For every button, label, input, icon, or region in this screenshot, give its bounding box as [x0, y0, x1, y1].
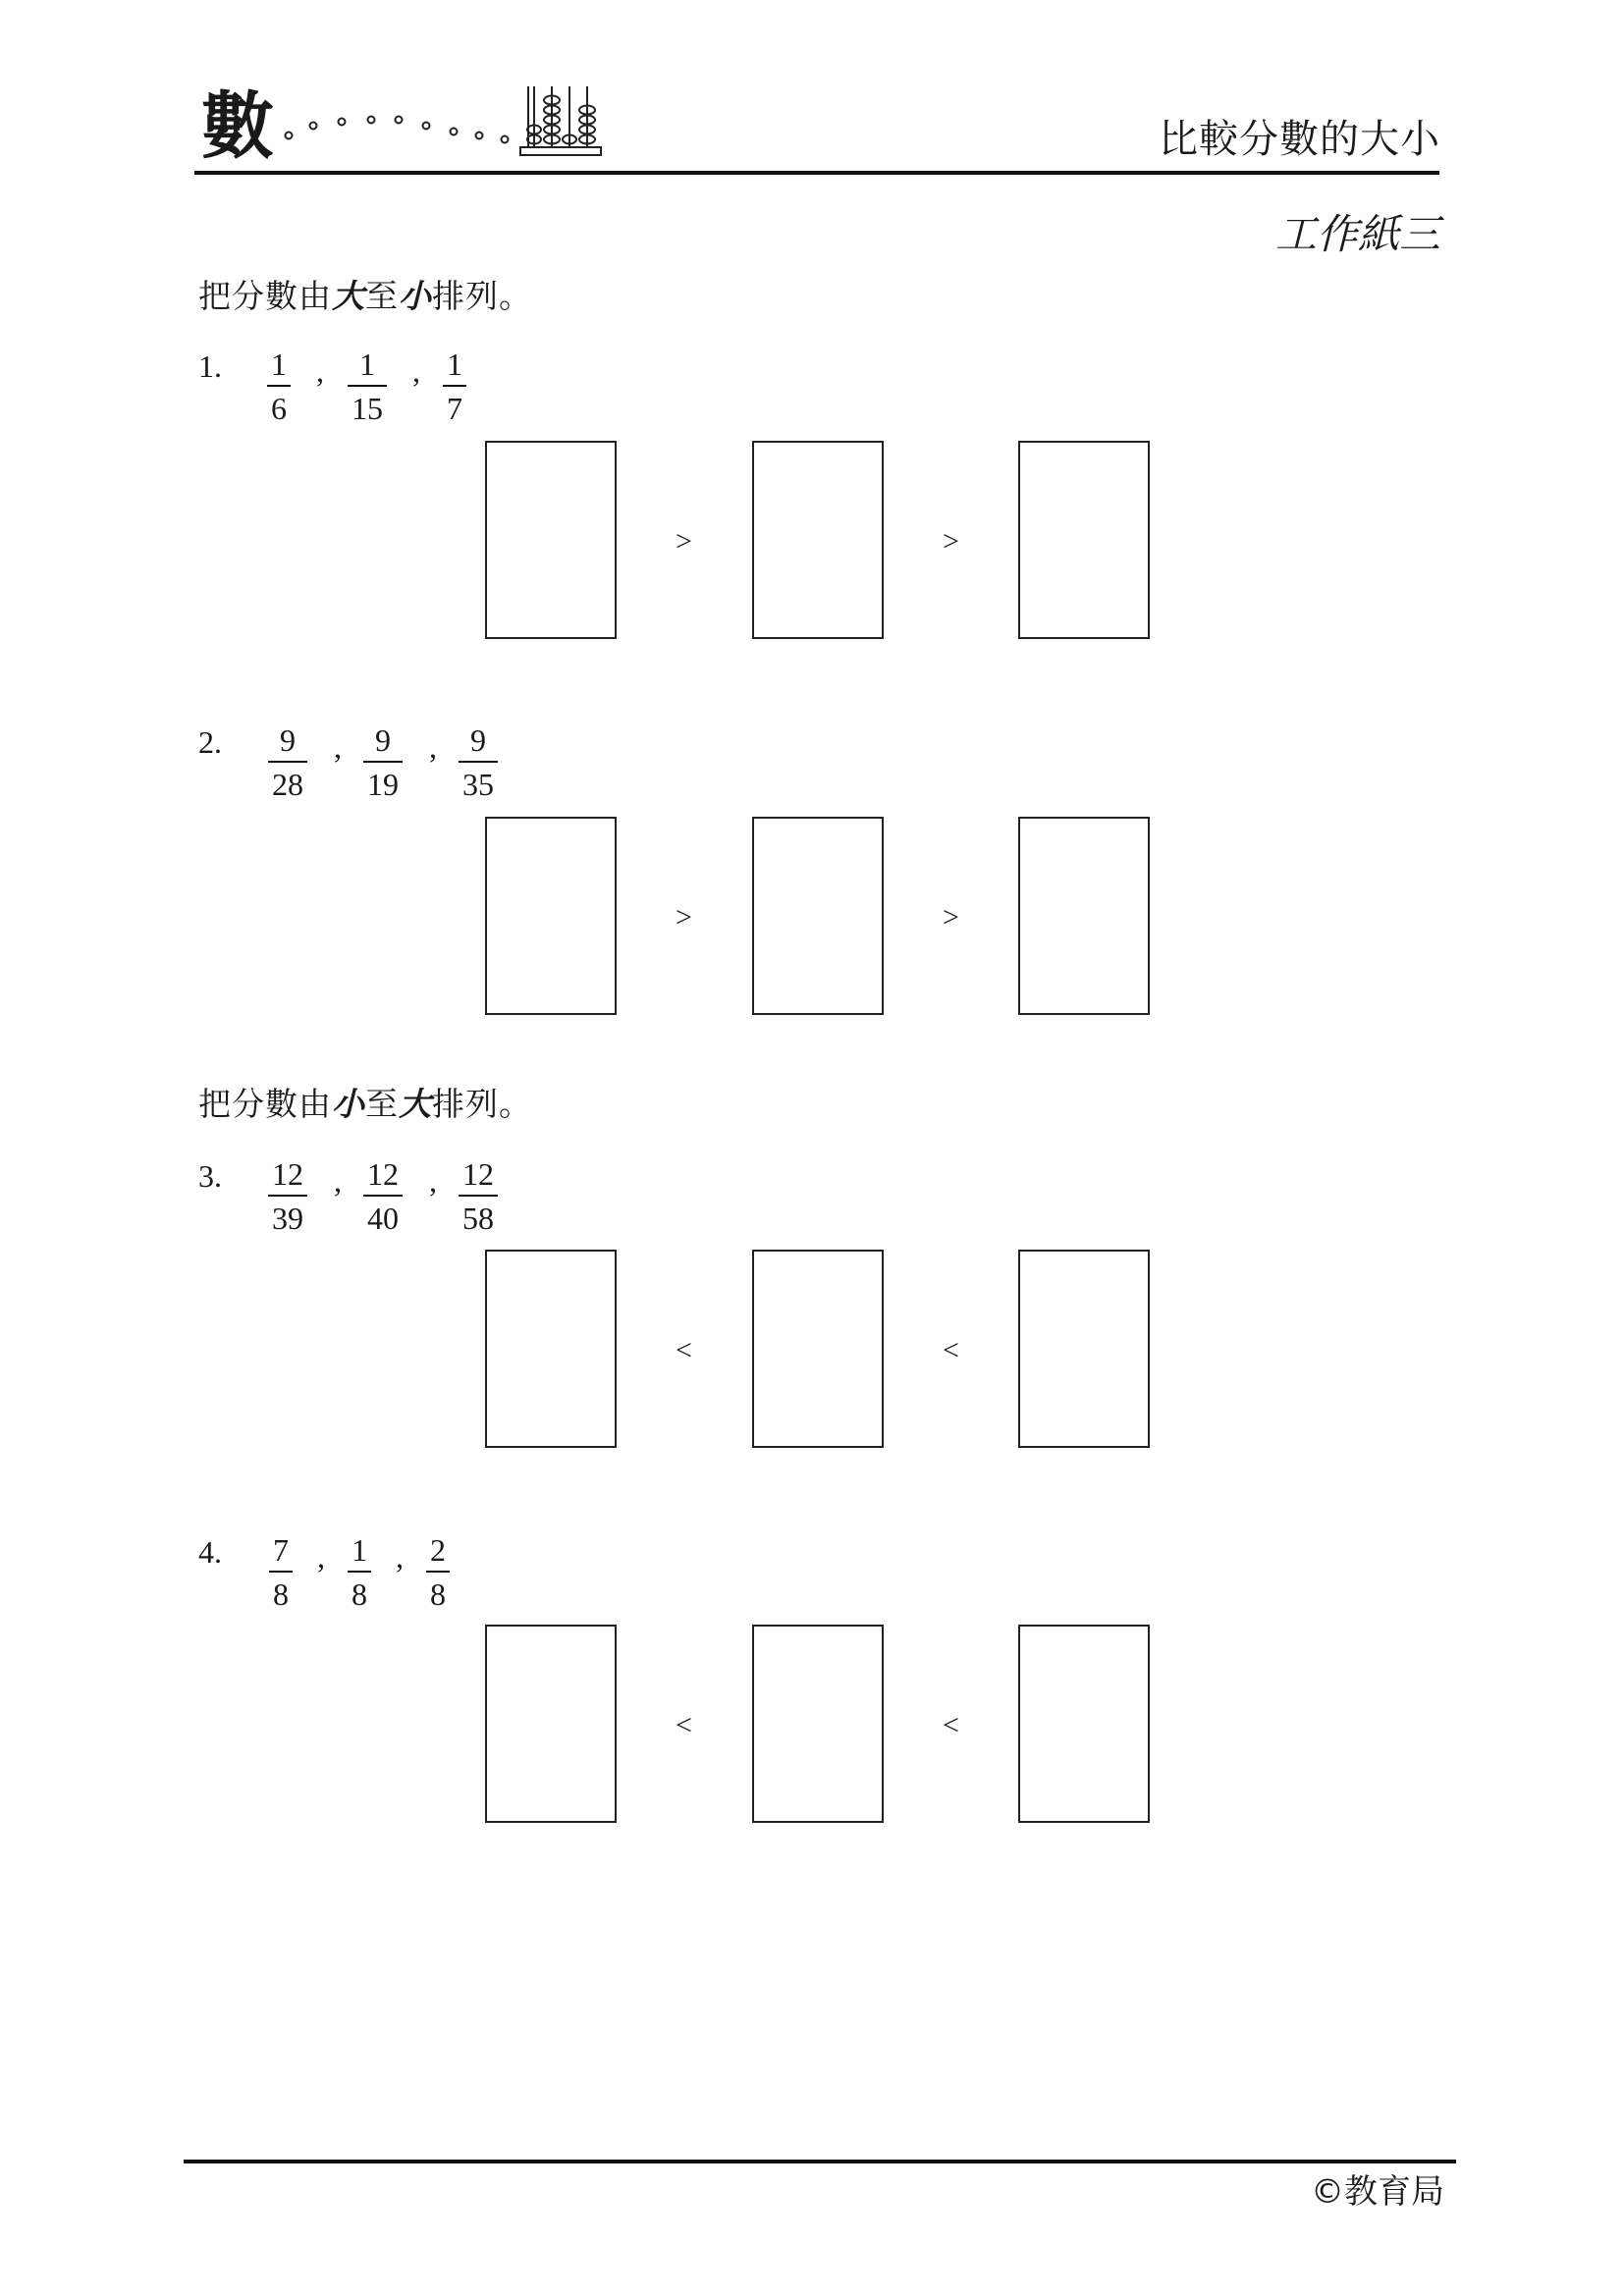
comparison-symbol: >	[943, 901, 959, 934]
answer-box[interactable]	[752, 817, 884, 1015]
numerator: 1	[359, 347, 375, 382]
copyright-notice: ©教育局	[1311, 2172, 1444, 2212]
numerator: 1	[447, 347, 462, 382]
comparison-symbol: >	[676, 901, 692, 934]
numerator: 9	[375, 722, 391, 758]
question-number: 1.	[198, 348, 222, 384]
instruction-text: 排列。	[432, 1085, 532, 1123]
denominator: 8	[430, 1576, 446, 1612]
answer-box[interactable]	[1018, 1250, 1150, 1448]
abacus-logo-icon	[283, 82, 607, 167]
answer-box[interactable]	[485, 1625, 617, 1823]
fraction	[426, 1534, 450, 1610]
instruction-small-to-large	[198, 1085, 532, 1123]
fraction-separator: ,	[429, 1163, 437, 1199]
denominator: 6	[271, 391, 287, 426]
page-title: 比較分數的大小	[1159, 117, 1440, 162]
numerator: 2	[430, 1532, 446, 1568]
denominator: 15	[352, 391, 383, 426]
numerator: 12	[367, 1156, 399, 1192]
answer-box[interactable]	[485, 1250, 617, 1448]
answer-box[interactable]	[752, 1250, 884, 1448]
denominator: 58	[462, 1201, 494, 1236]
comparison-symbol: <	[676, 1709, 692, 1741]
fraction	[363, 724, 403, 800]
answer-box[interactable]	[485, 441, 617, 639]
comparison-symbol: >	[943, 525, 959, 558]
answer-box[interactable]	[752, 441, 884, 639]
fraction	[267, 348, 291, 424]
fraction-separator: ,	[334, 729, 342, 765]
fraction-separator: ,	[429, 729, 437, 765]
logo-character: 數	[201, 84, 270, 169]
denominator: 8	[352, 1576, 367, 1612]
numerator: 12	[272, 1156, 303, 1192]
answer-box[interactable]	[1018, 817, 1150, 1015]
question-number: 3.	[198, 1158, 222, 1194]
denominator: 35	[462, 767, 494, 802]
fraction	[363, 1158, 403, 1234]
answer-box[interactable]	[1018, 1625, 1150, 1823]
fraction-separator: ,	[316, 353, 324, 389]
comparison-symbol: <	[676, 1334, 692, 1366]
footer-divider	[184, 2160, 1456, 2163]
instruction-text: 排列。	[432, 277, 532, 315]
denominator: 40	[367, 1201, 399, 1236]
fraction	[348, 1534, 371, 1610]
fraction-separator: ,	[396, 1539, 404, 1575]
instruction-text: 把分數由	[198, 277, 332, 315]
fraction	[268, 724, 307, 800]
instruction-text: 至	[365, 277, 399, 315]
comparison-symbol: >	[676, 525, 692, 558]
denominator: 28	[272, 767, 303, 802]
numerator: 7	[273, 1532, 289, 1568]
fraction	[443, 348, 466, 424]
numerator: 1	[271, 347, 287, 382]
comparison-symbol: <	[943, 1709, 959, 1741]
instruction-emphasis: 小	[399, 277, 432, 315]
numerator: 12	[462, 1156, 494, 1192]
answer-box[interactable]	[1018, 441, 1150, 639]
instruction-emphasis: 大	[332, 277, 365, 315]
instruction-emphasis: 大	[399, 1085, 432, 1123]
instruction-emphasis: 小	[332, 1085, 365, 1123]
instruction-text: 把分數由	[198, 1085, 332, 1123]
question-number: 4.	[198, 1534, 222, 1570]
fraction-separator: ,	[412, 353, 420, 389]
instruction-text: 至	[365, 1085, 399, 1123]
comparison-symbol: <	[943, 1334, 959, 1366]
denominator: 8	[273, 1576, 289, 1612]
fraction-separator: ,	[317, 1539, 325, 1575]
numerator: 9	[280, 722, 296, 758]
answer-box[interactable]	[485, 817, 617, 1015]
instruction-large-to-small	[198, 277, 532, 315]
answer-box[interactable]	[752, 1625, 884, 1823]
denominator: 39	[272, 1201, 303, 1236]
fraction	[268, 1158, 307, 1234]
fraction	[348, 348, 387, 424]
denominator: 19	[367, 767, 399, 802]
fraction-separator: ,	[334, 1163, 342, 1199]
denominator: 7	[447, 391, 462, 426]
header-divider	[194, 171, 1439, 175]
fraction	[459, 1158, 498, 1234]
numerator: 9	[470, 722, 486, 758]
fraction	[269, 1534, 293, 1610]
fraction	[459, 724, 498, 800]
question-number: 2.	[198, 724, 222, 760]
numerator: 1	[352, 1532, 367, 1568]
worksheet-label: 工作紙三	[1274, 210, 1440, 258]
